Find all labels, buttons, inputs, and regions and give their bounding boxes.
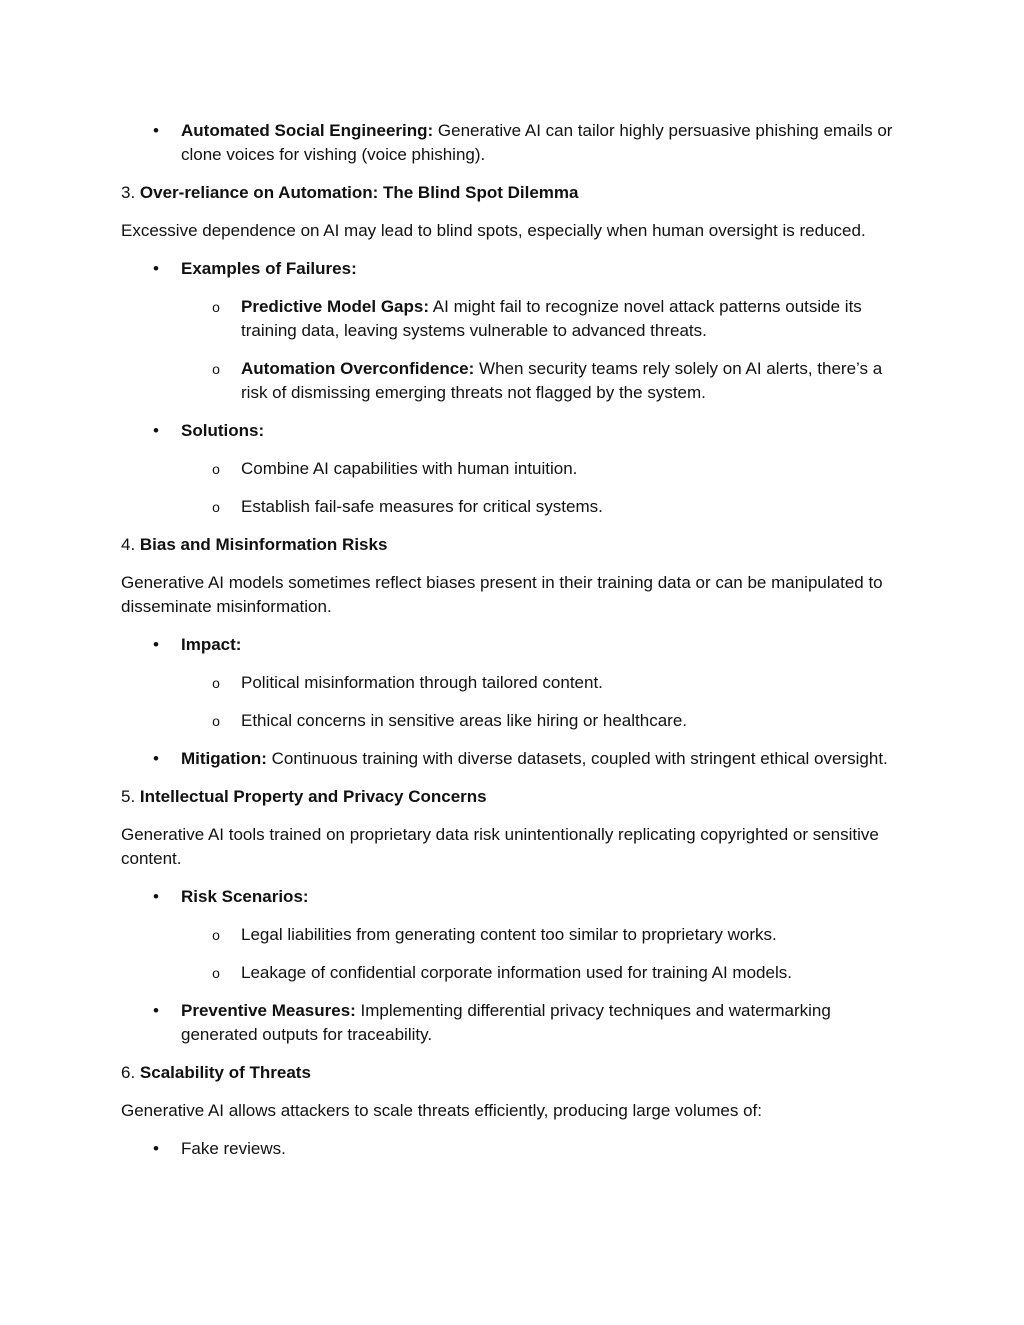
sub-bullet-item (121, 961, 906, 985)
section-number: 5. (121, 787, 140, 806)
sub-bullet-text: Leakage of confidential corporate information used for training AI models. (241, 963, 792, 982)
sub-bullet-text: Political misinformation through tailored content. (241, 673, 603, 692)
section-heading (121, 181, 906, 205)
section-title: Intellectual Property and Privacy Concerns (139, 787, 487, 806)
section-number: 4. (121, 535, 140, 554)
paragraph: Generative AI tools trained on proprietary data risk unintentionally replicating copyrighted or sensitive content. (121, 825, 879, 868)
sub-bullet-text: Legal liabilities from generating content too similar to proprietary works. (241, 925, 777, 944)
sub-bullet-marker: o (212, 713, 220, 729)
bullet-marker: • (153, 749, 159, 768)
sub-bullet-text: Establish fail-safe measures for critical systems. (241, 497, 603, 516)
sub-bullet-text: Ethical concerns in sensitive areas like hiring or healthcare. (241, 711, 688, 730)
section-title: Bias and Misinformation Risks (139, 535, 388, 554)
paragraph: Generative AI models sometimes reflect biases present in their training data or can be manipulated to disseminate misinformation. (121, 573, 883, 616)
bullet-marker: • (153, 121, 159, 140)
sub-bullet-marker: o (212, 965, 220, 981)
bullet-label: Solutions: (181, 421, 265, 440)
sub-bullet-item (121, 923, 906, 947)
section-title: Over-reliance on Automation: The Blind Spot Dilemma (139, 183, 579, 202)
sub-bullet-item (121, 457, 906, 481)
bullet-item (121, 633, 906, 657)
bullet-item (121, 885, 906, 909)
section-heading (121, 533, 906, 557)
bullet-label: Preventive Measures: (181, 1001, 356, 1020)
bullet-marker: • (153, 1139, 159, 1158)
sub-bullet-item (121, 709, 906, 733)
bullet-label: Impact: (181, 635, 242, 654)
bullet-marker: • (153, 1001, 159, 1020)
sub-bullet-marker: o (212, 361, 220, 377)
bullet-item (121, 119, 906, 167)
sub-bullet-marker: o (212, 675, 220, 691)
bullet-label: Mitigation: (181, 749, 267, 768)
sub-bullet-marker: o (212, 499, 220, 515)
bullet-item (121, 257, 906, 281)
bullet-text: Generative AI can tailor highly persuasive phishing emails or clone voices for vishing (voice phishing). (181, 121, 893, 164)
sub-bullet-label: Predictive Model Gaps: (241, 297, 429, 316)
bullet-label: Automated Social Engineering: (181, 121, 434, 140)
bullet-label: Examples of Failures: (181, 259, 357, 278)
sub-bullet-text: AI might fail to recognize novel attack patterns outside its training data, leaving systems vulnerable to advanced threats. (241, 297, 862, 340)
paragraph: Generative AI allows attackers to scale threats efficiently, producing large volumes of: (121, 1101, 762, 1120)
sub-bullet-text: When security teams rely solely on AI alerts, there’s a risk of dismissing emerging threats not flagged by the system. (241, 359, 883, 402)
sub-bullet-text: Combine AI capabilities with human intuition. (241, 459, 578, 478)
sub-bullet-item (121, 671, 906, 695)
sub-bullet-label: Automation Overconfidence: (241, 359, 475, 378)
sub-bullet-item (121, 295, 906, 343)
bullet-text: Fake reviews. (181, 1139, 286, 1158)
document-page (121, 119, 906, 1175)
bullet-item (121, 999, 906, 1047)
sub-bullet-marker: o (212, 927, 220, 943)
bullet-text: Implementing differential privacy techniques and watermarking generated outputs for traceability. (181, 1001, 831, 1044)
bullet-label: Risk Scenarios: (181, 887, 309, 906)
section-title: Scalability of Threats (139, 1063, 311, 1082)
section-number: 6. (121, 1063, 140, 1082)
section-heading (121, 1061, 906, 1085)
sub-bullet-item (121, 495, 906, 519)
bullet-item (121, 747, 906, 771)
section-number: 3. (121, 183, 140, 202)
sub-bullet-item (121, 357, 906, 405)
bullet-marker: • (153, 259, 159, 278)
sub-bullet-marker: o (212, 299, 220, 315)
bullet-marker: • (153, 887, 159, 906)
bullet-text: Continuous training with diverse datasets, coupled with stringent ethical oversight. (266, 749, 888, 768)
bullet-item (121, 1137, 906, 1161)
bullet-marker: • (153, 421, 159, 440)
section-heading (121, 785, 906, 809)
sub-bullet-marker: o (212, 461, 220, 477)
bullet-marker: • (153, 635, 159, 654)
paragraph: Excessive dependence on AI may lead to blind spots, especially when human oversight is reduced. (121, 221, 866, 240)
bullet-item (121, 419, 906, 443)
